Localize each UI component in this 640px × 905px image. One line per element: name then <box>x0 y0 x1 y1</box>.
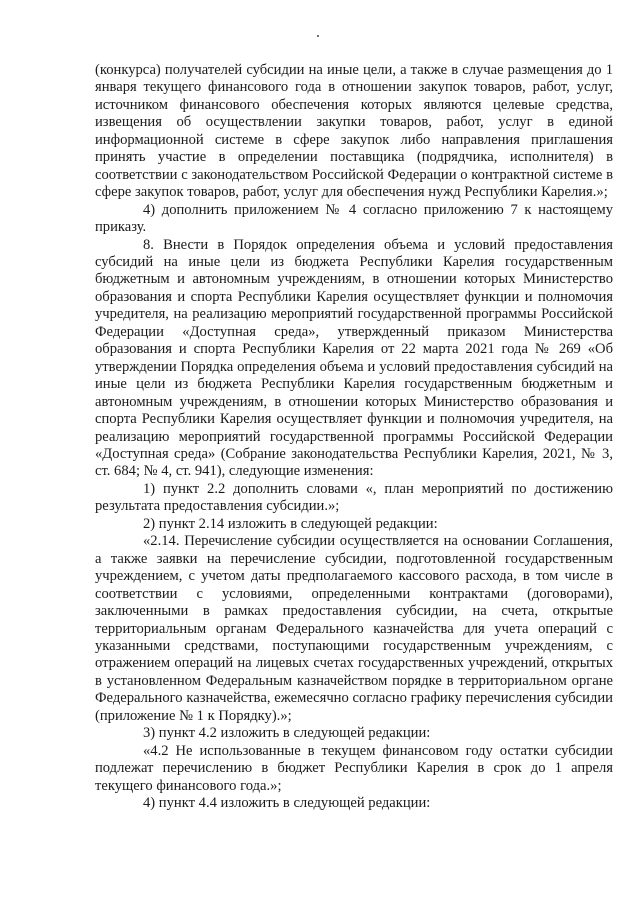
paragraph-clause-4-2: «4.2 Не использованные в текущем финансовом году остатки субсидии подлежат перечислению в бюджет Республики Карелия в срок до 1 апреля текущего финансового года.»; <box>95 742 613 794</box>
paragraph-clause-2-14: «2.14. Перечисление субсидии осуществляется на основании Соглашения, а также заявки на перечисление субсидии, подготовленной государственным учреждением, с учетом даты предполагаемого кассового расхода, в том числе в соответствии с условиями, определенными контрактами (договорами), заключенными в рамках предоставления субсидии, на счета, открытые территориальным органам Федерального казначейства для учета операций с указанными средствами, поступающими государственным учреждениям, с отражением операций на лицевых счетах государственных учреждений, открытых в установленном Федеральным казначейством порядке в территориальном органе Федерального казначейства, ежемесячно согласно графику перечисления субсидии (приложение № 1 к Порядку).»; <box>95 533 613 724</box>
paragraph-continuation: (конкурса) получателей субсидии на иные цели, а также в случае размещения до 1 января текущего финансового года в отношении закупок товаров, работ, услуг, источником финансового обеспечения которых являются целевые средства, извещения об осуществлении закупки товаров, работ, услуг в единой информационной системе в сфере закупок либо направления приглашения принять участие в определении поставщика (подрядчика, исполнителя) в соответствии с законодательством Российской Федерации о контрактной системе в сфере закупок товаров, работ, услуг для обеспечения нужд Республики Карелия.»; <box>95 62 613 201</box>
document-body <box>95 62 613 812</box>
paragraph-item-3: 3) пункт 4.2 изложить в следующей редакции: <box>143 725 431 742</box>
scan-dot <box>317 35 319 37</box>
paragraph-item-2: 2) пункт 2.14 изложить в следующей редакции: <box>143 515 438 532</box>
paragraph-section-8: 8. Внести в Порядок определения объема и условий предоставления субсидий на иные цели из бюджета Республики Карелия государственным бюджетным и автономным учреждениям, в отношении которых Министерство образования и спорта Республики Карелия осуществляет функции и полномочия учредителя, на реализацию мероприятий государственной программы Российской Федерации «Доступная среда», утвержденный приказом Министерства образования и спорта Республики Карелия от 22 марта 2021 года № 269 «Об утверждении Порядка определения объема и условий предоставления субсидий на иные цели из бюджета Республики Карелия государственным бюджетным и автономным учреждениям, в отношении которых Министерство образования и спорта Республики Карелия осуществляет функции и полномочия учредителя, на реализацию мероприятий государственной программы Российской Федерации «Доступная среда» (Собрание законодательства Республики Карелия, 2021, № 3, ст. 684; № 4, ст. 941), следующие изменения: <box>95 236 613 480</box>
paragraph-item-1: 1) пункт 2.2 дополнить словами «, план мероприятий по достижению результата предоставления субсидии.»; <box>95 480 613 515</box>
paragraph-item-4: 4) пункт 4.4 изложить в следующей редакции: <box>143 795 431 812</box>
paragraph-item-4-appendix: 4) дополнить приложением № 4 согласно приложению 7 к настоящему приказу. <box>95 201 613 236</box>
